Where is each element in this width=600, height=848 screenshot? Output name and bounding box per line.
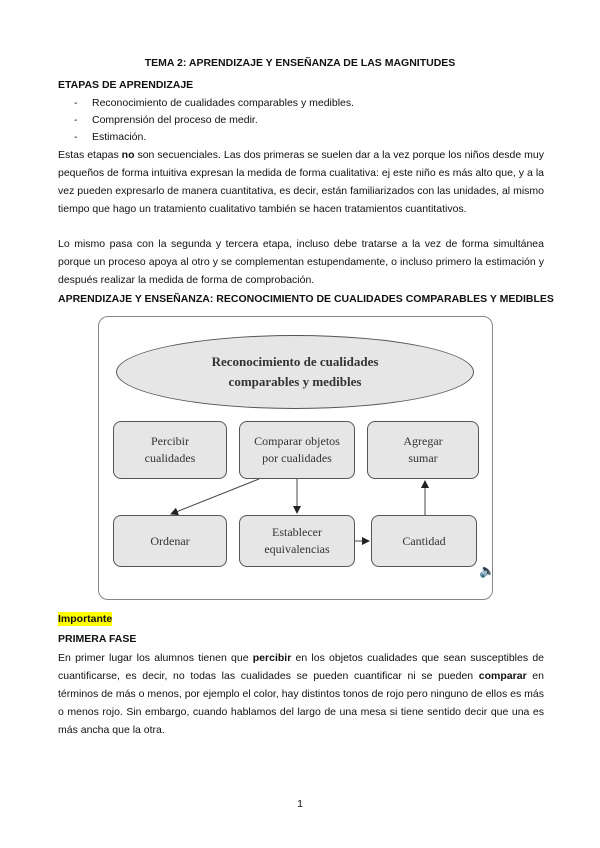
section-heading-primera-fase: PRIMERA FASE [58, 633, 137, 645]
text-run: Estas etapas [58, 149, 122, 161]
text-bold: percibir [252, 652, 292, 664]
box-text: cualidades [144, 451, 196, 465]
text-run: son secuenciales. Las dos primeras se suelen dar a la vez porque los niños desde muy pequeños de forma intuitiva expresan la medida de forma cualitativa: ej este niño es más alto que, y a la vez pueden expresarlo de manera cuantitativa, es decir, están familiarizados con las unidades, al mismo tiempo que hago un tratamiento cualitativo también se hacen tratamientos cuantitativos. [58, 149, 544, 215]
box-text: sumar [408, 451, 438, 465]
section-heading-reconocimiento: APRENDIZAJE Y ENSEÑANZA: RECONOCIMIENTO DE CUALIDADES COMPARABLES Y MEDIBLES [58, 293, 554, 305]
diagram-arrows [99, 317, 494, 601]
box-text: por cualidades [262, 451, 332, 465]
oval-line-1: Reconocimiento de cualidades [211, 354, 379, 369]
paragraph-simultanea: Lo mismo pasa con la segunda y tercera etapa, incluso debe tratarse a la vez de forma simultánea porque un proceso apoya al otro y se complementan estupendamente, o incluso primero la estimación y después realizar la medida de forma de comprobación. [58, 238, 544, 286]
box-text: Comparar objetos [254, 434, 340, 448]
text-run: en términos de más o menos, por ejemplo el color, hay distintos tonos de rojo pero ninguno de ellos es más o menos rojo. Sin embargo, cuando hablamos del largo de una mesa si tiene sentido decir que una es más ancha que la otra. [58, 670, 544, 736]
box-text: Percibir [151, 434, 189, 448]
page-number: 1 [297, 798, 303, 810]
oval-line-2: comparables y medibles [228, 374, 362, 389]
paragraph-etapas [58, 146, 544, 218]
text-bold: comparar [478, 670, 527, 682]
list-item-text: Reconocimiento de cualidades comparables y medibles. [92, 97, 355, 109]
text-bold: no [121, 149, 135, 161]
text-run: En primer lugar los alumnos tienen que [58, 652, 253, 664]
text-run: en los objetos cualidades que sean susceptibles de cuantificarse, es decir, no todas las cualidades se pueden cuantificar ni se pueden [58, 652, 544, 682]
list-item-text: Estimación. [92, 131, 147, 143]
list-item: - Reconocimiento de cualidades comparables y medibles. [74, 97, 355, 109]
list-item: - Estimación. [74, 131, 147, 143]
box-text: Establecer [272, 525, 322, 539]
section-heading-etapas: ETAPAS DE APRENDIZAJE [58, 79, 194, 91]
box-text: equivalencias [264, 542, 330, 556]
box-text: Ordenar [150, 533, 190, 548]
list-item-text: Comprensión del proceso de medir. [92, 114, 258, 126]
speaker-icon: 🔈 [479, 563, 496, 578]
list-item: - Comprensión del proceso de medir. [74, 114, 258, 126]
important-highlight: Importante [58, 613, 113, 625]
box-text: Cantidad [402, 533, 446, 548]
page-title: TEMA 2: APRENDIZAJE Y ENSEÑANZA DE LAS MAGNITUDES [144, 57, 456, 69]
paragraph-primera-fase [58, 649, 544, 739]
arrow-comparar-ordenar [171, 479, 259, 514]
box-text: Agregar [403, 434, 443, 448]
concept-diagram [98, 316, 496, 600]
